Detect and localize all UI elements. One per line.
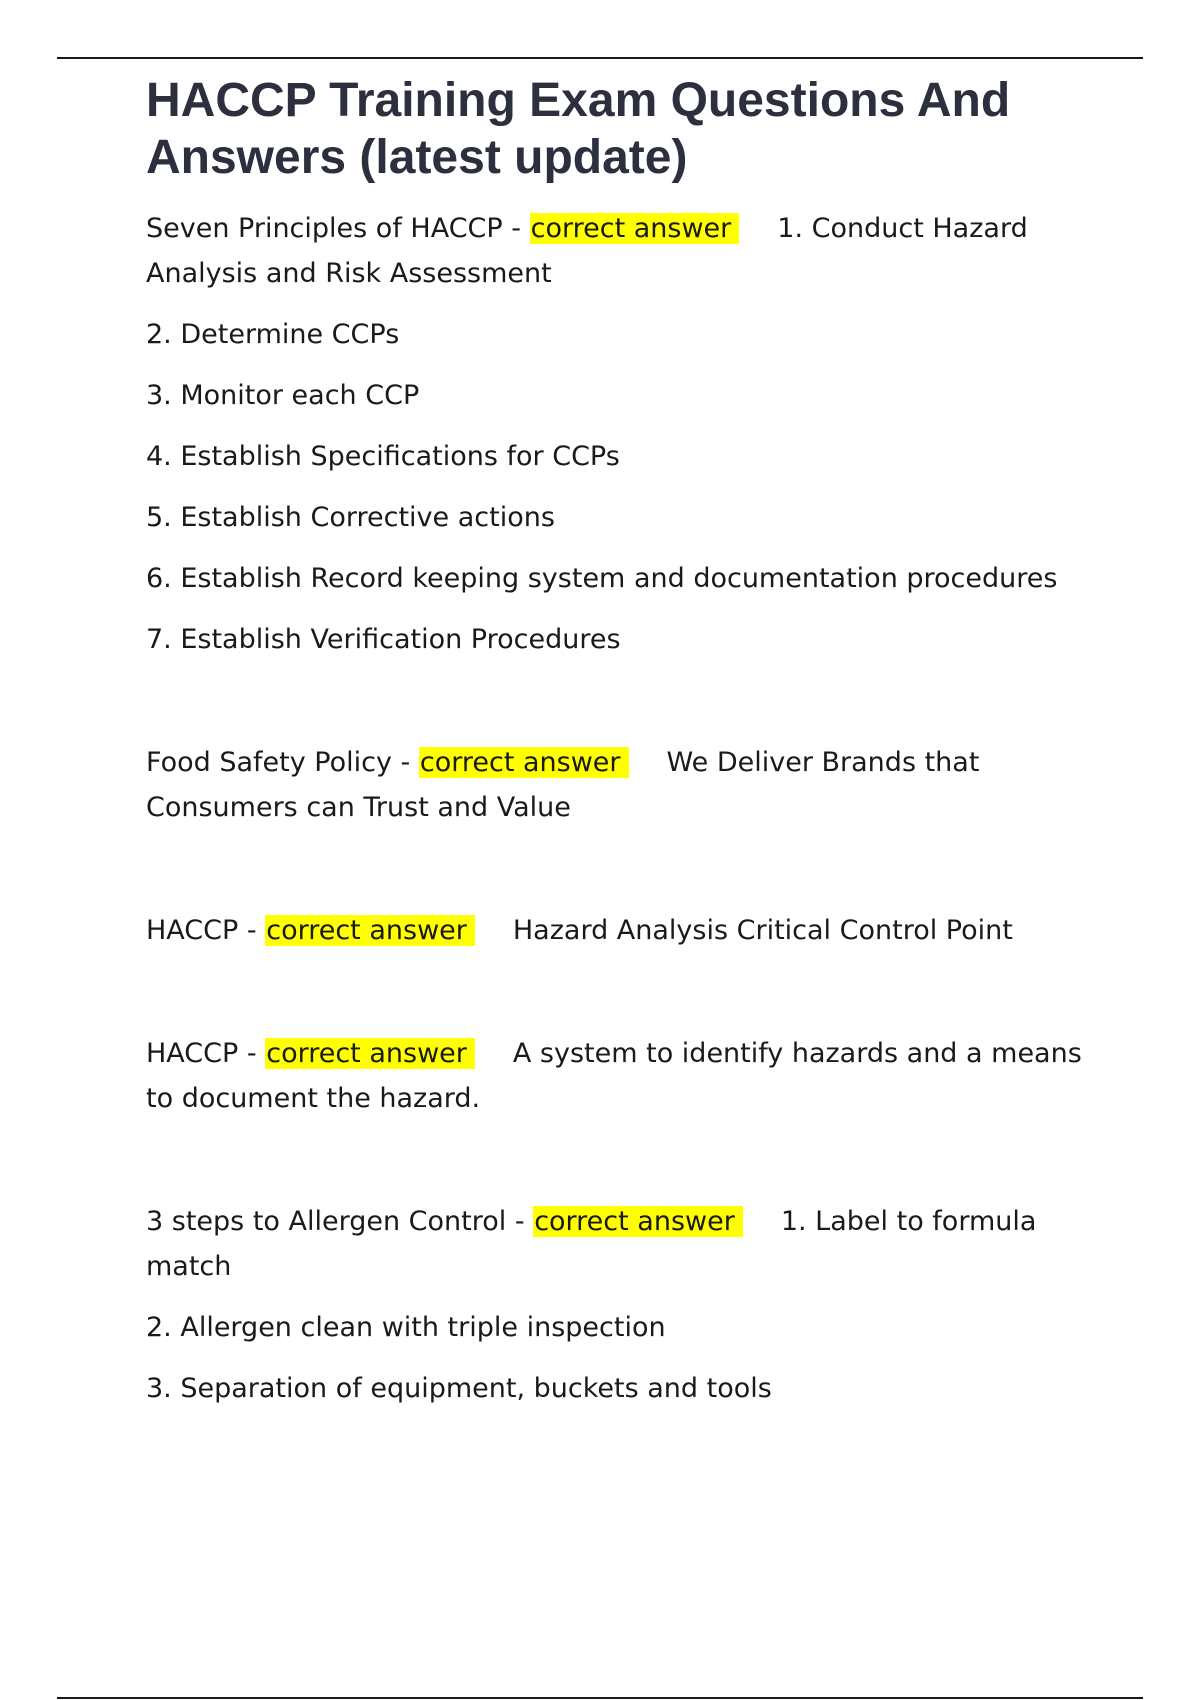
answer-highlight: correct answer [265, 1038, 475, 1069]
bottom-rule [57, 1697, 1143, 1699]
answer-highlight: correct answer [533, 1206, 743, 1237]
top-rule [57, 57, 1143, 59]
question-text: 3 steps to Allergen Control [146, 1206, 507, 1237]
answer-line: 6. Establish Record keeping system and documentation procedures [146, 563, 1058, 594]
question-text: Seven Principles of HACCP [146, 213, 503, 244]
question-text: Food Safety Policy [146, 747, 392, 778]
answer-line: 3. Monitor each CCP [146, 380, 420, 411]
question-text: HACCP [146, 1038, 239, 1069]
qa-item-haccp-definition [146, 908, 1096, 953]
answer-highlight: correct answer [265, 915, 475, 946]
answer-line: 2. Allergen clean with triple inspection [146, 1312, 666, 1343]
qa-item-haccp-system [146, 1031, 1096, 1121]
answer-text: We Deliver Brands that Consumers can Trust and Value [146, 747, 980, 823]
qa-question-line: Seven Principles of HACCP - correct answer 1. Conduct Hazard Analysis and Risk Assessment [146, 213, 1028, 289]
answer-text: A system to identify hazards and a means to document the hazard. [146, 1038, 1082, 1114]
qa-item-food-safety-policy [146, 740, 1096, 830]
answer-line: 3. Separation of equipment, buckets and tools [146, 1373, 772, 1404]
qa-question-line: HACCP - correct answer A system to identify hazards and a means to document the hazard. [146, 1038, 1082, 1114]
document-title: HACCP Training Exam Questions And Answers (latest update) [146, 74, 1011, 184]
answer-line: 7. Establish Verification Procedures [146, 624, 621, 655]
qa-item-allergen-control [146, 1199, 1096, 1411]
document-page [146, 72, 1096, 1411]
qa-question-line: HACCP - correct answer Hazard Analysis Critical Control Point [146, 915, 1013, 946]
answer-line: 2. Determine CCPs [146, 319, 400, 350]
qa-item-seven-principles [146, 206, 1096, 662]
answer-text: 1. Label to formula match [146, 1206, 1037, 1282]
answer-line: 4. Establish Specifications for CCPs [146, 441, 620, 472]
answer-line: 5. Establish Corrective actions [146, 502, 555, 533]
answer-text: Hazard Analysis Critical Control Point [512, 915, 1013, 946]
answer-highlight: correct answer [419, 747, 629, 778]
question-text: HACCP [146, 915, 239, 946]
answer-highlight: correct answer [530, 213, 740, 244]
answer-text: 1. Conduct Hazard Analysis and Risk Assessment [146, 213, 1028, 289]
qa-question-line: 3 steps to Allergen Control - correct answer 1. Label to formula match [146, 1206, 1037, 1282]
qa-question-line: Food Safety Policy - correct answer We Deliver Brands that Consumers can Trust and Value [146, 747, 980, 823]
